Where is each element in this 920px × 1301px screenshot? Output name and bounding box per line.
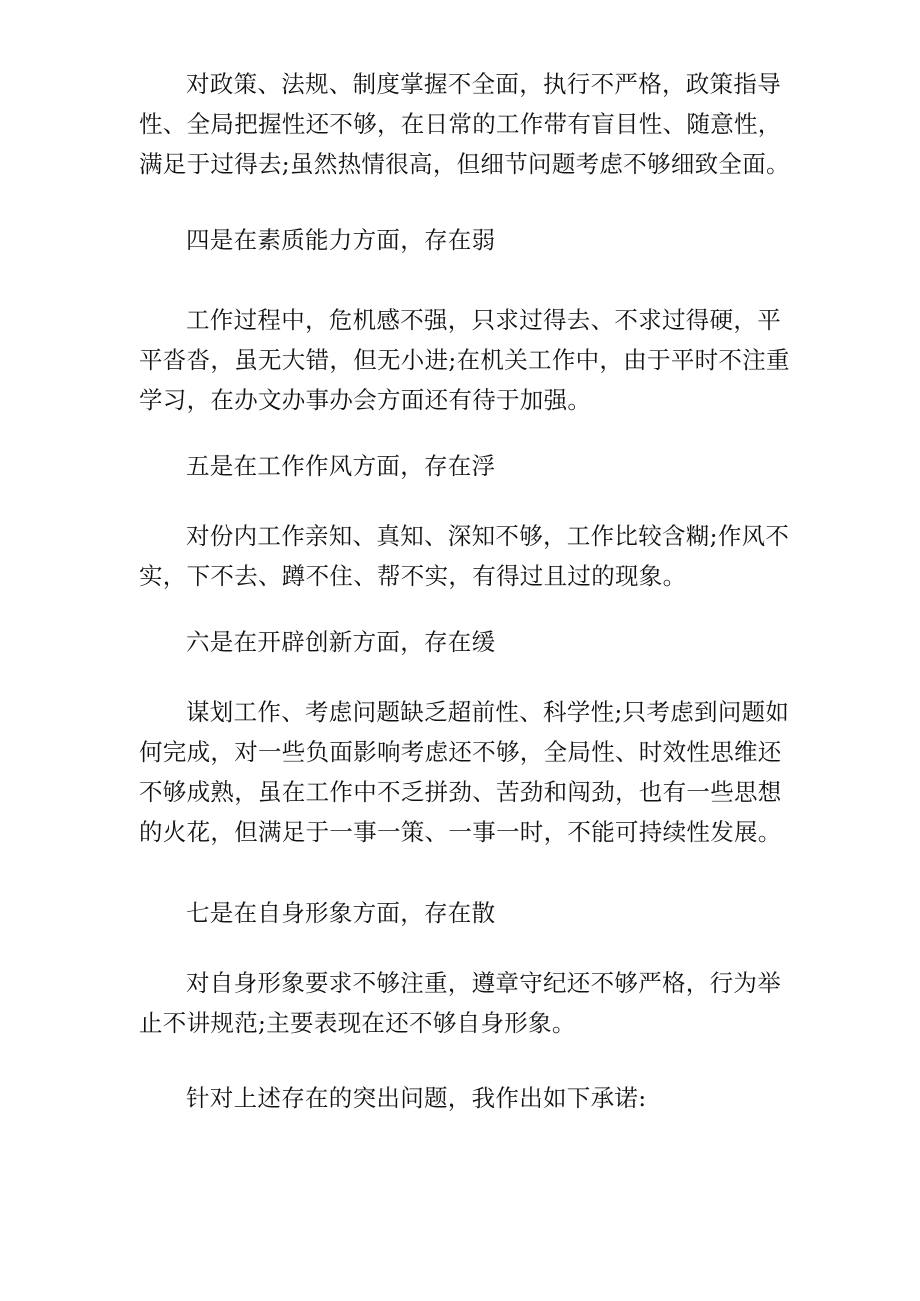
heading-work-style: 五是在工作作风方面，存在浮 [186,452,496,480]
paragraph-policy-grasp: 对政策、法规、制度掌握不全面，执行不严格，政策指导性、全局把握性还不够，在日常的工作带有盲目性、随意性，满足于过得去;虽然热情很高，但细节问题考虑不够细致全面。 [139,70,790,178]
paragraph-planning: 谋划工作、考虑问题缺乏超前性、科学性;只考虑到问题如何完成，对一些负面影响考虑还不够，全局性、时效性思维还不够成熟，虽在工作中不乏拼劲、苦劲和闯劲，也有一些思想的火花，但满足于一事一策、一事一时，不能可持续性发展。 [139,698,790,846]
paragraph-work-duty: 对份内工作亲知、真知、深知不够，工作比较含糊;作风不实，下不去、蹲不住、帮不实，有得过且过的现象。 [139,522,790,590]
heading-innovation: 六是在开辟创新方面，存在缓 [186,628,496,656]
paragraph-self-image: 对自身形象要求不够注重，遵章守纪还不够严格，行为举止不讲规范;主要表现在还不够自身形象。 [139,969,781,1037]
paragraph-commitment-intro: 针对上述存在的突出问题，我作出如下承诺: [186,1084,647,1112]
heading-quality-ability: 四是在素质能力方面，存在弱 [186,226,496,254]
paragraph-work-process: 工作过程中，危机感不强，只求过得去、不求过得硬，平平沓沓，虽无大错，但无小进;在机关工作中，由于平时不注重学习，在办文办事办会方面还有待于加强。 [139,306,790,414]
heading-self-image: 七是在自身形象方面，存在散 [186,899,496,927]
